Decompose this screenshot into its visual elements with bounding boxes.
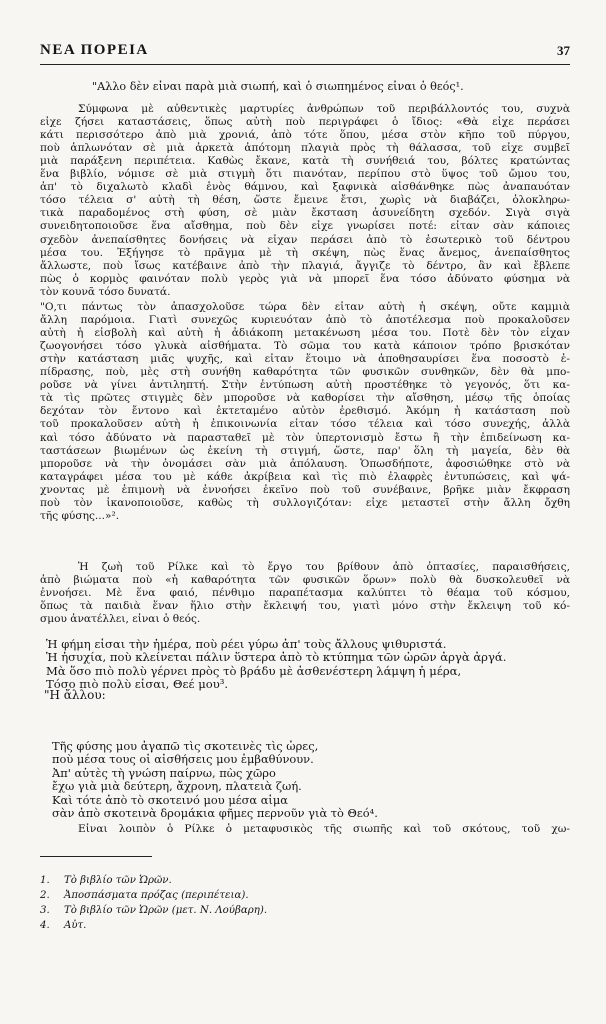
footnote-number: 1.	[40, 875, 50, 886]
poem-1-line: Ἡ ἡσυχία, ποὺ κλείνεται πάλιν ὕστερα ἀπὸ τὸ κτύπημα τῶν ὡρῶν ἀργὰ ἀργά.	[46, 651, 507, 665]
poem-2-line: ποὺ μέσα τους οἱ αἰσθήσεις μου ἐμβαθύνουν.	[52, 753, 314, 767]
running-header	[40, 40, 570, 65]
paragraph-1-line: εἶχε ζήσει καταστάσεις, ὅπως αὐτὴ ποὺ περιγράφει ὁ ἴδιος: «Θὰ εἶχε περάσει	[40, 116, 570, 129]
paragraph-2-line: αὐτὴ ἡ εἰσβολὴ καὶ αὐτὴ ἡ ἀδιάκοπη μετακένωση μέσα του. Ποτὲ δὲν τὸν εἶχαν	[40, 327, 570, 340]
footnote	[40, 919, 540, 932]
footnote-rule	[40, 856, 152, 857]
paragraph-1-line: ἀπ' τὸ διχαλωτὸ κλαδὶ ἑνὸς θάμνου, καὶ ξαφνικὰ αἰσθάνθηκε πὼς ἀναπαυόταν	[40, 181, 570, 194]
footnote	[40, 889, 540, 902]
paragraph-2-line: καὶ τόσο ἀδύνατο νὰ παρασταθεῖ μὲ τὸν ὑπερτονισμὸ ἔστω ἢ τὴν ἐπιδείνωση κα-	[40, 431, 570, 444]
footnote-text: Αὐτ.	[64, 920, 87, 931]
paragraph-1-line: Σύμφωνα μὲ αὐθεντικὲς μαρτυρίες ἀνθρώπων τοῦ περιβάλλοντός του, συχνὰ	[78, 103, 570, 115]
poem-1-line: Τόσο πιὸ πολὺ εἶσαι, Θεέ μου³.	[46, 678, 229, 692]
paragraph-3-line: ἀπὸ βιώματα ποὺ «ἡ καθαρότητα τῶν φυσικῶν ὅρων» πολὺ θὰ δυσκολευθεῖ νὰ	[40, 574, 570, 587]
footnote-text: Τὸ βιβλίο τῶν Ὡρῶν (μετ. Ν. Λούβαρη).	[64, 905, 268, 916]
paragraph-1-line: συνειδητοποιοῦσε ἕνα αἴσθημα, ποὺ δὲν εἶχε γνωρίσει ποτέ: εἶταν σὰν κάποιες	[40, 220, 570, 233]
poem-2-line: Καὶ τότε ἀπὸ τὸ σκοτεινό μου μέσα αἷμα	[52, 793, 288, 807]
paragraph-2-line: ζωογονήσει τόσο γλυκὰ αἰσθήματα. Τὸ σῶμα του κατὰ κάποιον τρόπο βρισκόταν	[40, 340, 570, 353]
paragraph-1-line: κάτι περισσότερο ἀπὸ μιὰ χρονιά, ἀπὸ τότε ὅπου, μέσα στὸν κῆπο τοῦ πύργου,	[40, 129, 570, 142]
journal-title: ΝΕΑ ΠΟΡΕΙΑ	[40, 42, 149, 58]
paragraph-2-line: "Ο,τι πάντως τὸν ἀπασχολοῦσε τώρα δὲν εἶταν αὐτὴ ἡ σκέψη, οὔτε καμμιὰ	[40, 301, 570, 313]
page-number: 37	[557, 43, 570, 58]
footnote-text: Τὸ βιβλίο τῶν Ὡρῶν.	[64, 875, 172, 886]
paragraph-2-line: πίδρασης, ποὺ, μὲς στὴ συνήθη καθαρότητα τῶν φυσικῶν συνθηκῶν, δὲν θὰ μπο-	[40, 366, 570, 379]
paragraph-2-line: ροῦσε νὰ γίνει ἀντιληπτή. Στὴν ἐντύπωση αὐτὴ προστέθηκε τὸ γεγονός, ὅτι κα-	[40, 379, 570, 392]
poem-2-line: Τῆς φύσης μου ἀγαπῶ τὶς σκοτεινὲς τὶς ὧρες,	[52, 740, 319, 753]
paragraph-2-line: ταστάσεων βιωμένων ὡς ἐκείνη τὴ στιγμή, ὥστε, παρ' ὅλη τὴ μαγεία, δὲν θὰ	[40, 444, 570, 457]
footnote-number: 2.	[40, 890, 50, 901]
paragraph-2-line: χνοντας μὲ ἐπιμονὴ νὰ ἐννοήσει ἐκεῖνο ποὺ τοῦ συνέβαινε, βρῆκε μιὰν ἔκφραση	[40, 483, 570, 496]
paragraph-2-line: ποὺ τὸν ἱκανοποιοῦσε, καθὼς τὴ συλλογιζόταν: εἶχε μεταστεῖ στὴν ἄλλη ὄχθη	[40, 496, 570, 509]
paragraph-2-line: καταγράφει μέσα του μὲ κάθε ἀκρίβεια καὶ τὶς πιὸ ἐλαφρὲς ἐντυπώσεις, καὶ ψά-	[40, 470, 570, 483]
poem-1-line: Ἡ φήμη εἶσαι τὴν ἡμέρα, ποὺ ρέει γύρω ἀπ' τοὺς ἄλλους ψιθυριστά.	[46, 638, 447, 651]
paragraph-1-line: ἄλλωστε, ποὺ ἴσως κατέβαινε ἀπὸ τὴν πλαγιά, ἄγγιζε τὸ δέντρο, ἂν καὶ ἔβλεπε	[40, 259, 570, 272]
epigraph: "Αλλο δὲν εἶναι παρὰ μιὰ σιωπή, καὶ ὁ σιωπημένος εἶναι ὁ θεός¹.	[92, 80, 464, 93]
paragraph-3-line: ὅπως τὰ παιδιὰ ἕναν ἥλιο στὴν ἔκλειψή του, γιατὶ μόνο στὴν ἔκλειψη τοῦ κό-	[40, 600, 570, 613]
footnote-number: 4.	[40, 920, 50, 931]
footnote-number: 3.	[40, 905, 50, 916]
paragraph-2-line: τὰ τὶς πρῶτες στιγμὲς δὲν μποροῦσε νὰ καθορίσει τὴν αἴσθηση, μέσῳ τῆς ὁποίας	[40, 392, 570, 405]
paragraph-1-line: τικὰ παραδομένος στὴ φύση, σὲ μιὰν ἔκσταση ἀσυνείδητη σχεδόν. Σιγὰ σιγὰ	[40, 207, 570, 220]
paragraph-1-line: τόσο τέλεια σ' αὐτὴ τὴ θέση, ὥστε ἔμεινε ἔτσι, χωρὶς νὰ διαβάζει, ὁλοκληρω-	[40, 194, 570, 207]
paragraph-1-line: ἕνα βιβλίο, νόμισε σὲ μιὰ στιγμὴ ὅτι πιανόταν, περίπου στὸ ὕψος τοῦ ὤμου του,	[40, 168, 570, 181]
closing-line: Εἶναι λοιπὸν ὁ Ρίλκε ὁ μεταφυσικὸς τῆς σιωπῆς καὶ τοῦ σκότους, τοῦ χω-	[78, 823, 570, 835]
paragraph-1-line: ποὺ ἁπλωνόταν σὲ μιὰ ἀρκετὰ ἀπότομη πλαγιὰ πρὸς τὴ θάλασσα, τοῦ εἶχε συμβεῖ	[40, 142, 570, 155]
paragraph-2-line: τοῦ προκαλοῦσεν αὐτὴ ἡ ἐπικοινωνία εἶταν τόσο τέλεια καὶ τόσο συνεχής, ἀλλὰ	[40, 418, 570, 431]
paragraph-2-line: τῆς φύσης...»².	[40, 509, 120, 522]
footnote-text: Ἀποσπάσματα πρόζας (περιπέτεια).	[64, 890, 249, 901]
poem-2-heading: "Η ἄλλου:	[44, 689, 106, 702]
paragraph-3-line: ἐννοήσει. Μὲ ἕνα φαιό, πένθιμο παραπέτασμα καλύπτει τὸ θέαμα τοῦ κόσμου,	[40, 587, 570, 600]
poem-2-line: Ἀπ' αὐτὲς τὴ γνώση παίρνω, πὼς χῶρο	[52, 766, 276, 780]
footnote	[40, 904, 540, 917]
paragraph-1-line: σχεδὸν ἀνεπαίσθητες δονήσεις νὰ εἶχαν περάσει ἀπὸ τὸ ἐσωτερικὸ τοῦ δέντρου	[40, 233, 570, 246]
paragraph-2-line: δεχόταν τὸν ἔντονο καὶ ἐκτεταμένο αὐτὸν ἐρεθισμό. Ἀκόμη ἡ κατάσταση ποὺ	[40, 405, 570, 418]
paragraph-3-line: Ἡ ζωὴ τοῦ Ρίλκε καὶ τὸ ἔργο του βρίθουν ἀπὸ ὀπτασίες, παραισθήσεις,	[78, 561, 570, 573]
paragraph-1-line: τὸν κουνᾶ τόσο δυνατά.	[40, 285, 171, 298]
poem-2-line: ἔχω γιὰ μιὰ δεύτερη, ἄχρονη, πλατειὰ ζωή.	[52, 780, 302, 794]
paragraph-3-line: σμου ἀνατέλλει, εἶναι ὁ θεός.	[40, 613, 201, 626]
paragraph-1-line: πὼς ὁ κορμὸς φαινόταν πολὺ γερὸς γιὰ νὰ μπορεῖ ἕνα τόσο ἀδύνατο φύσημα νὰ	[40, 272, 570, 285]
poem-2-line: σὰν ἀπὸ σκοτεινὰ δρομάκια φῆμες περνοῦν γιὰ τὸ Θεό⁴.	[52, 807, 378, 820]
poem-1-line: Μὰ ὅσο πιὸ πολὺ γέρνει πρὸς τὸ βράδυ μὲ ἀσθενέστερη λάμψη ἡ μέρα,	[46, 664, 462, 678]
footnote	[40, 874, 540, 887]
paragraph-2-line: μποροῦσε νὰ τὴν ὀνομάσει σὰν μιὰ ἀπόλαυση. Ὁπωσδήποτε, ἀφοσιώθηκε στὸ νὰ	[40, 457, 570, 470]
paragraph-2-line: στὴν κατάσταση μιᾶς ψυχῆς, καὶ εἶταν ἕτοιμο νὰ ἀποθησαυρίσει ἕνα ποσοστὸ ἐ-	[40, 353, 570, 366]
paragraph-1-line: μέσα του. Ἐξήγησε τὸ πρᾶγμα μὲ τὴ σκέψη, πὼς ἕνας ἄνεμος, ἀνεπαίσθητος	[40, 246, 570, 259]
paragraph-1-line: μιὰ παράξενη περιπέτεια. Καθὼς ἔκανε, κατὰ τὴ συνήθειά του, βόλτες κρατώντας	[40, 155, 570, 168]
paragraph-2-line: ἄλλη παρόμοια. Γιατὶ συνεχῶς κυριευόταν ἀπὸ τὸ ἀποτέλεσμα ποὺ προκαλοῦσεν	[40, 314, 570, 327]
